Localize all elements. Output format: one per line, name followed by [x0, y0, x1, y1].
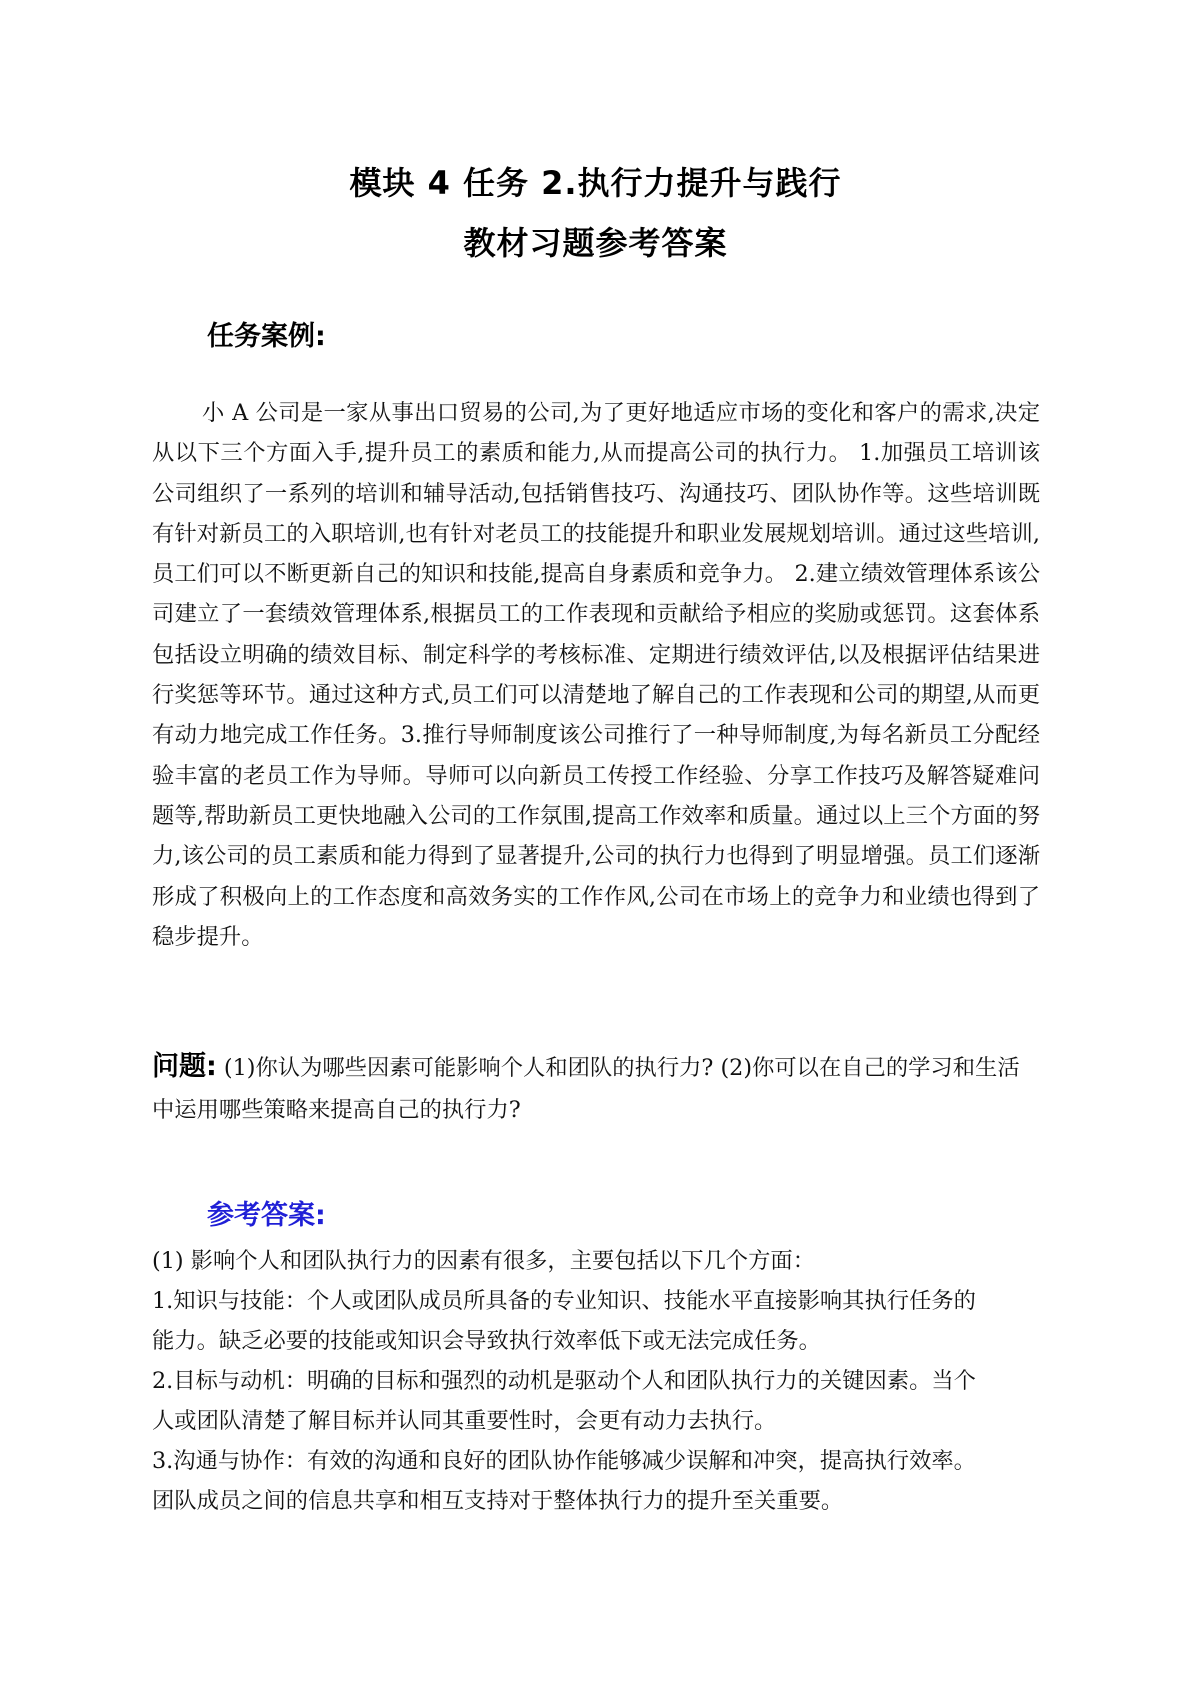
- question-text: (1)你认为哪些因素可能影响个人和团队的执行力? (2)你可以在自己的学习和生活中运用哪些策略来提高自己的执行力?: [152, 1055, 1020, 1123]
- answer-line: 人或团队清楚了解目标并认同其重要性时，会更有动力去执行。: [152, 1408, 777, 1434]
- answer-line: 1.知识与技能：个人或团队成员所具备的专业知识、技能水平直接影响其执行任务的: [152, 1288, 976, 1314]
- answer-line: 3.沟通与协作：有效的沟通和良好的团队协作能够减少误解和冲突，提高执行效率。: [152, 1448, 976, 1474]
- document-title: 模块 4 任务 2.执行力提升与践行: [349, 164, 842, 202]
- answer-heading: 参考答案:: [207, 1200, 326, 1231]
- case-heading: 任务案例:: [207, 321, 326, 352]
- question-paragraph: [152, 1046, 1040, 1131]
- answer-body: [152, 1241, 1052, 1521]
- answer-line: 能力。缺乏必要的技能或知识会导致执行效率低下或无法完成任务。: [152, 1328, 821, 1354]
- answer-line: 团队成员之间的信息共享和相互支持对于整体执行力的提升至关重要。: [152, 1488, 844, 1514]
- case-paragraph: 小 A 公司是一家从事出口贸易的公司,为了更好地适应市场的变化和客户的需求,决定从以下三个方面入手,提升员工的素质和能力,从而提高公司的执行力。 1.加强员工培训该公司组织了一系列的培训和辅导活动,包括销售技巧、沟通技巧、团队协作等。这些培训既有针对新员工的入职培训,也有针对老员工的技能提升和职业发展规划培训。通过这些培训,员工们可以不断更新自己的知识和技能,提高自身素质和竞争力。 2.建立绩效管理体系该公司建立了一套绩效管理体系,根据员工的工作表现和贡献给予相应的奖励或惩罚。这套体系包括设立明确的绩效目标、制定科学的考核标准、定期进行绩效评估,以及根据评估结果进行奖惩等环节。通过这种方式,员工们可以清楚地了解自己的工作表现和公司的期望,从而更有动力地完成工作任务。3.推行导师制度该公司推行了一种导师制度,为每名新员工分配经验丰富的老员工作为导师。导师可以向新员工传授工作经验、分享工作技巧及解答疑难问题等,帮助新员工更快地融入公司的工作氛围,提高工作效率和质量。通过以上三个方面的努力,该公司的员工素质和能力得到了显著提升,公司的执行力也得到了明显增强。员工们逐渐形成了积极向上的工作态度和高效务实的工作作风,公司在市场上的竞争力和业绩也得到了稳步提升。: [152, 400, 1040, 950]
- document-subtitle: 教材习题参考答案: [463, 224, 728, 262]
- question-label: 问题:: [152, 1051, 217, 1082]
- answer-line: 2.目标与动机：明确的目标和强烈的动机是驱动个人和团队执行力的关键因素。当个: [152, 1368, 976, 1394]
- answer-line: (1) 影响个人和团队执行力的因素有很多，主要包括以下几个方面：: [152, 1248, 815, 1274]
